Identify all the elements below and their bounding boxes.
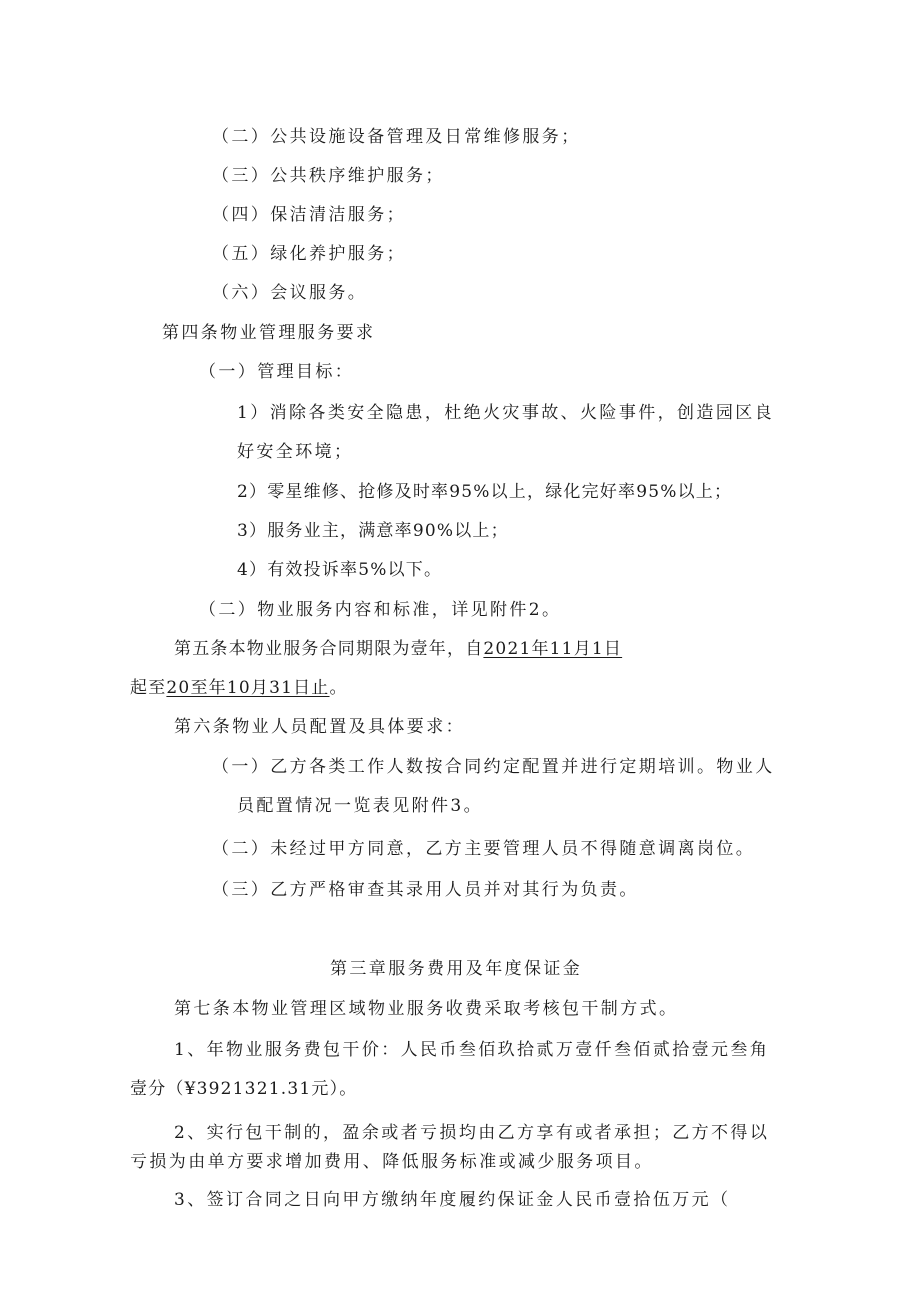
service-item: （二）公共设施设备管理及日常维修服务； bbox=[212, 127, 581, 147]
goal-4: 4）有效投诉率5%以下。 bbox=[237, 560, 443, 580]
article4-title: 第四条物业管理服务要求 bbox=[162, 323, 376, 343]
goal-1-line-2: 好安全环境； bbox=[237, 442, 354, 462]
service-item: （四）保洁清洁服务； bbox=[212, 205, 406, 225]
service-item: （六）会议服务。 bbox=[212, 283, 368, 303]
goal-1-line-1: 1）消除各类安全隐患，杜绝火灾事故、火险事件，创造园区良 bbox=[237, 403, 775, 423]
article5-line-1 bbox=[174, 638, 622, 660]
service-content-standard: （二）物业服务内容和标准，详见附件2。 bbox=[199, 600, 562, 620]
article6-item-3: （三）乙方严格审查其录用人员并对其行为负责。 bbox=[212, 880, 639, 900]
contract-start-date: 2021年11月1日 bbox=[483, 639, 623, 659]
goal-2: 2）零星维修、抢修及时率95%以上，绿化完好率95%以上； bbox=[237, 482, 733, 502]
article6-title: 第六条物业人员配置及具体要求： bbox=[174, 717, 465, 737]
article5-end-punct: 。 bbox=[329, 678, 348, 698]
management-target-heading: （一）管理目标： bbox=[199, 362, 355, 382]
article7-item-1-line-1: 1、年物业服务费包干价：人民币叁佰玖拾贰万壹仟叁佰贰拾壹元叁角 bbox=[174, 1040, 770, 1060]
article6-item-1-line-1: （一）乙方各类工作人数按合同约定配置并进行定期培训。物业人 bbox=[212, 757, 775, 777]
article7-item-3-line-1: 3、签订合同之日向甲方缴纳年度履约保证金人民币壹拾伍万元（ bbox=[174, 1190, 731, 1210]
article7-title: 第七条本物业管理区域物业服务收费采取考核包干制方式。 bbox=[174, 999, 679, 1019]
service-item: （五）绿化养护服务； bbox=[212, 244, 406, 264]
article5-line2-prefix: 起至 bbox=[130, 678, 167, 698]
article5-prefix: 第五条本物业服务合同期限为壹年，自 bbox=[174, 639, 484, 659]
service-item: （三）公共秩序维护服务； bbox=[212, 166, 445, 186]
article6-item-2: （二）未经过甲方同意，乙方主要管理人员不得随意调离岗位。 bbox=[212, 839, 756, 859]
article5-line-2 bbox=[130, 677, 348, 699]
goal-3: 3）服务业主，满意率90%以上； bbox=[237, 521, 509, 541]
article7-item-2-line-1: 2、实行包干制的，盈余或者亏损均由乙方享有或者承担；乙方不得以 bbox=[174, 1123, 770, 1143]
contract-end-date: 20至年10月31日止 bbox=[166, 678, 330, 698]
article7-item-2-line-2: 亏损为由单方要求增加费用、降低服务标准或减少服务项目。 bbox=[130, 1152, 654, 1172]
chapter3-title: 第三章服务费用及年度保证金 bbox=[330, 959, 583, 979]
article7-item-1-line-2: 壹分（¥3921321.31元）。 bbox=[130, 1079, 358, 1099]
article6-item-1-line-2: 员配置情况一览表见附件3。 bbox=[237, 796, 484, 816]
